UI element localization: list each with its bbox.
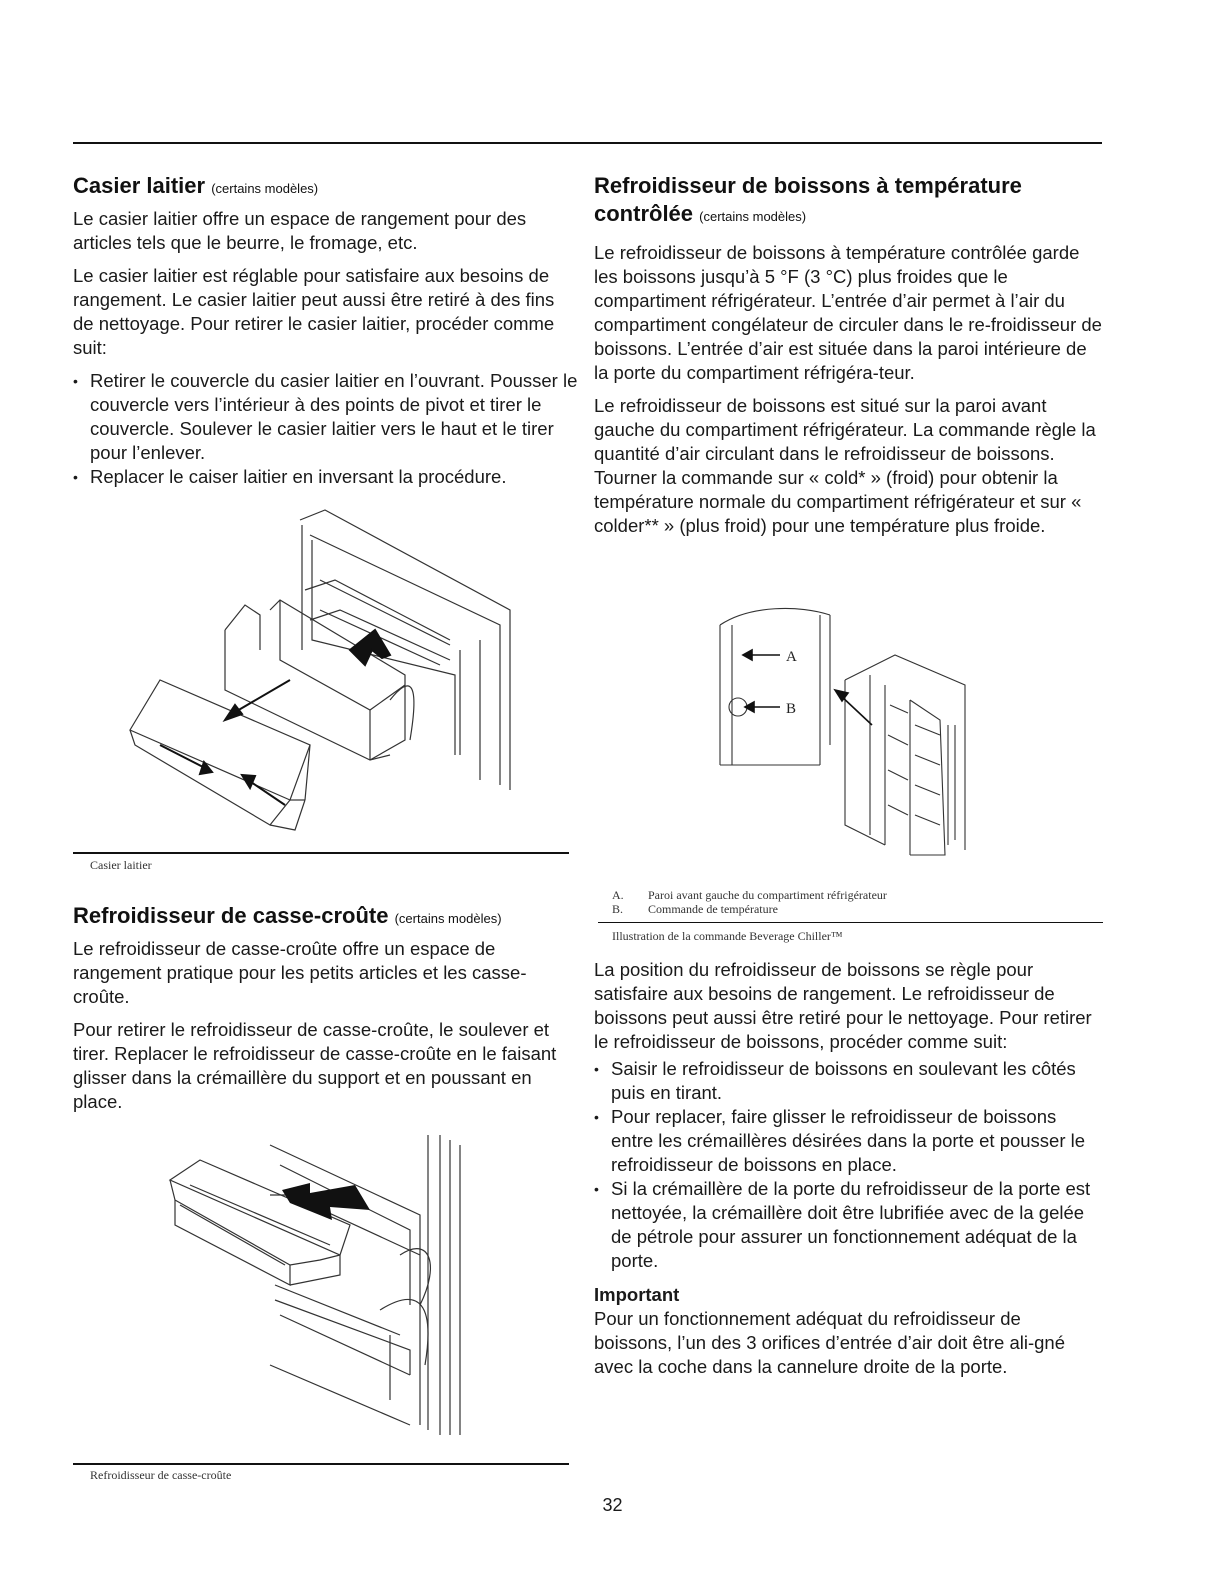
snack-heading	[73, 902, 578, 933]
snack-caption-rule	[73, 1463, 569, 1465]
beverage-steps	[594, 1057, 1102, 1273]
beverage-paragraph-1: Le refroidisseur de boissons à température contrôlée garde les boissons jusqu’à 5 °F (3 °C) plus froides que le compartiment réfrigérateur. L’entrée d’air permet à l’air du compartiment congélateur de circuler dans le re-froidisseur de boissons. L’entrée d’air est située dans la paroi intérieure de la porte du compartiment réfrigéra-teur.	[594, 242, 1102, 383]
label-a: A	[786, 649, 797, 665]
snack-paragraph-2: Pour retirer le refroidisseur de casse-croûte, le soulever et tirer. Replacer le refroidisseur de casse-croûte en le faisant glisser dans la crémaillère du support et en poussant en place.	[73, 1019, 557, 1112]
dairy-heading-sub: (certains modèles)	[211, 181, 319, 196]
dairy-paragraph-2: Le casier laitier est réglable pour satisfaire aux besoins de rangement. Le casier laitier peut aussi être retiré à des fins de nettoyage. Pour retirer le casier laitier, procéder comme suit:	[73, 265, 555, 358]
right-column	[594, 172, 1102, 547]
top-rule	[73, 142, 1102, 144]
beverage-legend	[612, 888, 887, 916]
page-number: 32	[602, 1495, 623, 1515]
important-title: Important	[594, 1284, 680, 1305]
beverage-heading-line1: Refroidisseur de boissons à température	[594, 173, 1022, 198]
snack-heading-text: Refroidisseur de casse-croûte	[73, 903, 389, 928]
dairy-step: • Replacer le caiser laitier en inversant la procédure.	[73, 465, 578, 489]
beverage-paragraph-2: Le refroidisseur de boissons est situé sur la paroi avant gauche du compartiment réfrigérateur. La commande règle la quantité d’air circulant dans le refroidisseur de boissons. Tourner la commande sur « cold* » (froid) pour obtenir la température normale du compartiment réfrigérateur et sur « colder** » (plus froid) pour une température plus froide.	[594, 395, 1096, 536]
dairy-heading-text: Casier laitier	[73, 173, 206, 198]
beverage-chiller-illustration	[710, 605, 970, 865]
important-text: Pour un fonctionnement adéquat du refroidisseur de boissons, l’un des 3 orifices d’entrée d’air doit être ali-gné avec la coche dans la cannelure droite de la porte.	[594, 1308, 1065, 1377]
legend-item-a: A. Paroi avant gauche du compartiment réfrigérateur	[612, 888, 887, 902]
label-b: B	[786, 701, 797, 717]
beverage-paragraph-3: La position du refroidisseur de boissons se règle pour satisfaire aux besoins de rangement. Le refroidisseur de boissons peut aussi être retiré pour le nettoyage. Pour retirer le refroidisseur de boissons, procéder comme suit:	[594, 959, 1092, 1052]
beverage-heading-sub: (certains modèles)	[699, 209, 807, 224]
dairy-steps	[73, 369, 578, 489]
beverage-step: • Si la crémaillère de la porte du refroidisseur de la porte est nettoyée, la crémaillère doit être lubrifiée avec de la gelée de pétrole pour assurer un fonctionnement adéquat de la porte.	[594, 1177, 1102, 1273]
snack-caption: Refroidisseur de casse-croûte	[90, 1468, 232, 1482]
dairy-caption-rule	[73, 852, 569, 854]
dairy-step: • Retirer le couvercle du casier laitier en l’ouvrant. Pousser le couvercle vers l’intérieur à des points de pivot et tirer le couvercle. Soulever le casier laitier vers le haut et le tirer pour l’enlever.	[73, 369, 578, 465]
beverage-caption: Illustration de la commande Beverage Chiller™	[612, 929, 843, 943]
dairy-bin-illustration	[120, 500, 540, 840]
beverage-heading	[594, 172, 1102, 231]
beverage-caption-rule	[598, 922, 1103, 923]
left-column	[73, 172, 578, 497]
dairy-caption: Casier laitier	[90, 858, 152, 872]
snack-chiller-illustration	[160, 1135, 480, 1440]
dairy-heading	[73, 172, 578, 203]
legend-item-b: B. Commande de température	[612, 902, 778, 916]
beverage-heading-line2: contrôlée	[594, 201, 694, 226]
dairy-paragraph-1: Le casier laitier offre un espace de rangement pour des articles tels que le beurre, le fromage, etc.	[73, 208, 527, 253]
beverage-step: • Saisir le refroidisseur de boissons en soulevant les côtés puis en tirant.	[594, 1057, 1102, 1105]
snack-section	[73, 902, 578, 1123]
beverage-step: • Pour replacer, faire glisser le refroidisseur de boissons entre les crémaillères désirées dans la porte et pousser le refroidisseur de boissons en place.	[594, 1105, 1102, 1177]
snack-paragraph-1: Le refroidisseur de casse-croûte offre un espace de rangement pratique pour les petits articles et les casse-croûte.	[73, 938, 527, 1007]
snack-heading-sub: (certains modèles)	[394, 911, 502, 926]
beverage-removal-section	[594, 958, 1102, 1388]
